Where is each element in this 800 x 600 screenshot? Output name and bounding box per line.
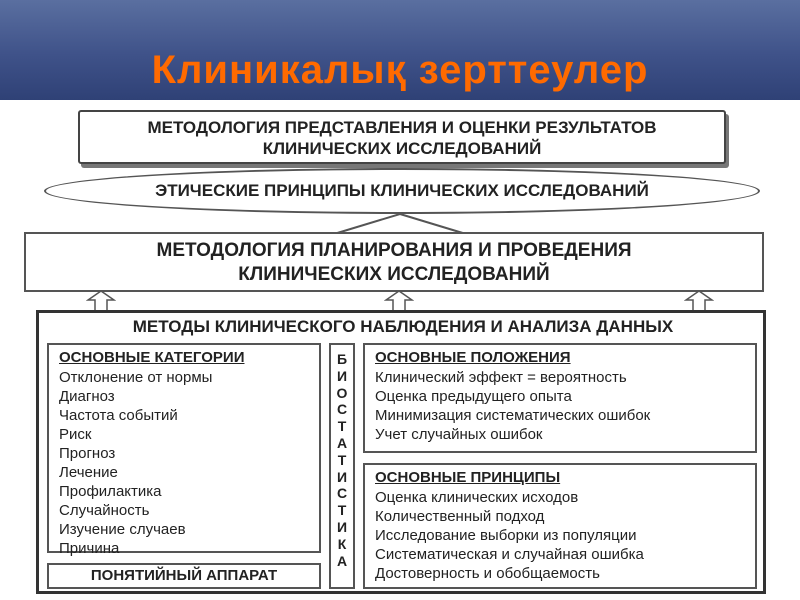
planning-methodology-box [24,232,764,292]
biostatistics-letter: К [337,535,347,552]
list-item: Оценка клинических исходов [375,489,579,506]
list-item: Профилактика [59,483,162,500]
biostatistics-letter: А [336,434,348,451]
planning-methodology-line2: КЛИНИЧЕСКИХ ИССЛЕДОВАНИЙ [238,264,550,285]
biostatistics-letter: Б [336,351,348,367]
categories-list [49,366,319,558]
up-arrow-icon [684,290,714,312]
list-item: Прогноз [59,445,116,462]
results-methodology-box [78,110,726,164]
up-arrow-icon [384,290,414,312]
list-item: Причина [59,540,120,557]
biostatistics-letter: Т [337,418,347,435]
list-item: Количественный подход [375,508,545,525]
biostatistics-letter: Т [337,502,347,519]
list-item: Лечение [59,464,118,481]
list-item: Частота событий [59,407,178,424]
biostatistics-letter: О [336,384,348,401]
positions-title: ОСНОВНЫЕ ПОЛОЖЕНИЯ [375,349,571,366]
biostatistics-letter: С [336,485,348,502]
planning-methodology-line1: МЕТОДОЛОГИЯ ПЛАНИРОВАНИЯ И ПРОВЕДЕНИЯ [156,240,632,261]
methods-box [36,310,766,594]
biostatistics-letter: И [336,367,348,384]
list-item: Случайность [59,502,150,519]
list-item: Клинический эффект = вероятность [375,369,627,386]
list-item: Диагноз [59,388,115,405]
categories-box [47,343,321,557]
principles-title: ОСНОВНЫЕ ПРИНЦИПЫ [375,469,561,486]
methods-title: МЕТОДЫ КЛИНИЧЕСКОГО НАБЛЮДЕНИЯ И АНАЛИЗА ДАННЫХ [132,317,674,336]
biostatistics-letter: И [336,468,348,485]
categories-title: ОСНОВНЫЕ КАТЕГОРИИ [59,349,245,366]
positions-list [365,366,755,444]
list-item: Систематическая и случайная ошибка [375,546,644,563]
biostatistics-letter: Т [337,451,347,468]
biostatistics-box [329,343,355,589]
list-item: Минимизация систематических ошибок [375,407,651,424]
apparatus-box [47,563,321,589]
list-item: Учет случайных ошибок [375,426,543,443]
list-item: Изучение случаев [59,521,186,538]
biostatistics-letter: И [336,518,348,535]
up-arrow-icon [86,290,116,312]
apparatus-label: ПОНЯТИЙНЫЙ АППАРАТ [90,567,278,584]
results-methodology-line2: КЛИНИЧЕСКИХ ИССЛЕДОВАНИЙ [262,139,542,158]
list-item: Оценка предыдущего опыта [375,388,572,405]
page-title: Клиникалық зерттеулер [151,48,649,92]
ethics-ellipse [44,168,760,214]
list-item: Достоверность и обобщаемость [375,565,600,582]
ethics-label: ЭТИЧЕСКИЕ ПРИНЦИПЫ КЛИНИЧЕСКИХ ИССЛЕДОВАНИЙ [155,181,649,200]
results-methodology-line1: МЕТОДОЛОГИЯ ПРЕДСТАВЛЕНИЯ И ОЦЕНКИ РЕЗУЛЬТАТОВ [147,118,657,137]
positions-box [363,343,757,453]
principles-list [365,486,755,583]
list-item: Отклонение от нормы [59,369,213,386]
list-item: Риск [59,426,92,443]
biostatistics-letter: А [336,552,348,569]
principles-box [363,463,757,589]
biostatistics-letter: С [336,401,348,418]
list-item: Исследование выборки из популяции [375,527,637,544]
